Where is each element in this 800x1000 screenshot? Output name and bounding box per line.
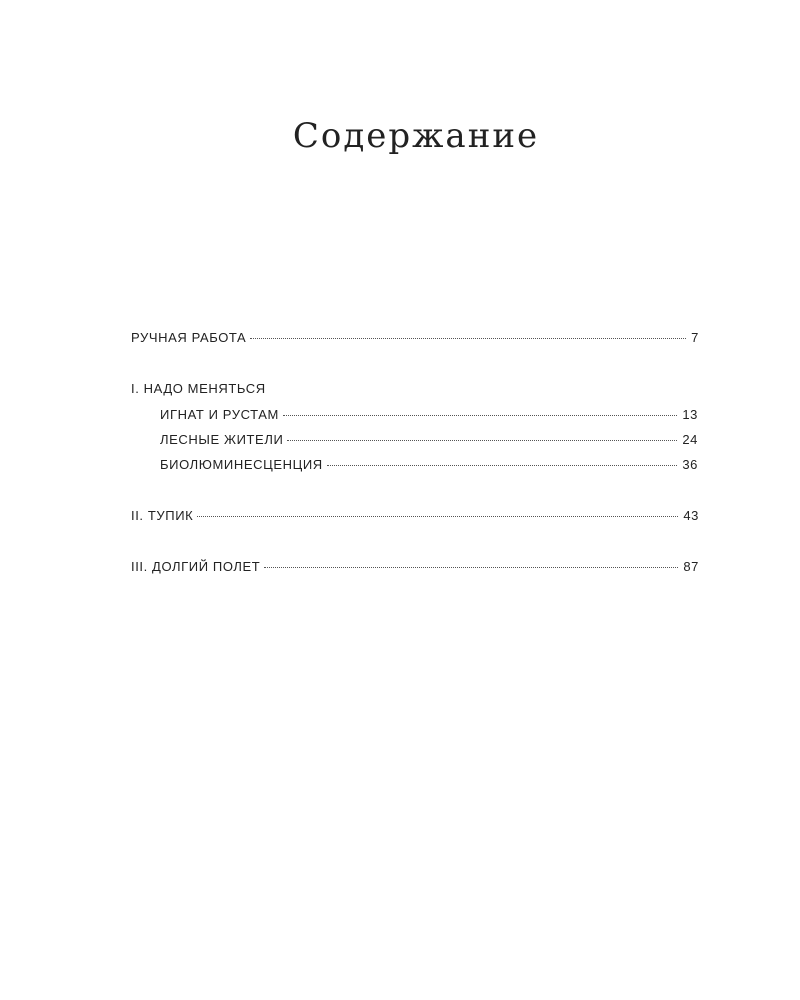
toc-entry-label: ИГНАТ И РУСТАМ — [160, 407, 279, 422]
toc-entry-long-flight[interactable] — [131, 559, 699, 579]
toc-part-heading-1[interactable]: I. НАДО МЕНЯТЬСЯ — [131, 381, 266, 396]
toc-entry-page: 43 — [683, 508, 699, 523]
toc-entry-label: ЛЕСНЫЕ ЖИТЕЛИ — [160, 432, 284, 447]
toc-entry-ignat-and-rustam[interactable] — [160, 407, 698, 427]
dot-leader — [264, 567, 678, 568]
toc-entry-page: 7 — [691, 330, 699, 345]
dot-leader — [287, 440, 677, 441]
toc-entry-page: 36 — [682, 457, 698, 472]
dot-leader — [250, 338, 686, 339]
dot-leader — [283, 415, 677, 416]
toc-entry-label: РУЧНАЯ РАБОТА — [131, 330, 247, 345]
toc-entry-label: II. ТУПИК — [131, 508, 194, 523]
toc-entry-label: БИОЛЮМИНЕСЦЕНЦИЯ — [160, 457, 323, 472]
toc-entry-page: 13 — [682, 407, 698, 422]
toc-entry-manual-work[interactable] — [131, 330, 699, 350]
toc-entry-page: 87 — [683, 559, 699, 574]
page-title: Содержание — [292, 116, 540, 156]
toc-entry-page: 24 — [682, 432, 698, 447]
toc-entry-bioluminescence[interactable] — [160, 457, 698, 477]
toc-entry-dead-end[interactable] — [131, 508, 699, 528]
dot-leader — [197, 516, 678, 517]
toc-entry-label: III. ДОЛГИЙ ПОЛЕТ — [131, 559, 261, 574]
dot-leader — [327, 465, 678, 466]
toc-entry-forest-dwellers[interactable] — [160, 432, 698, 452]
